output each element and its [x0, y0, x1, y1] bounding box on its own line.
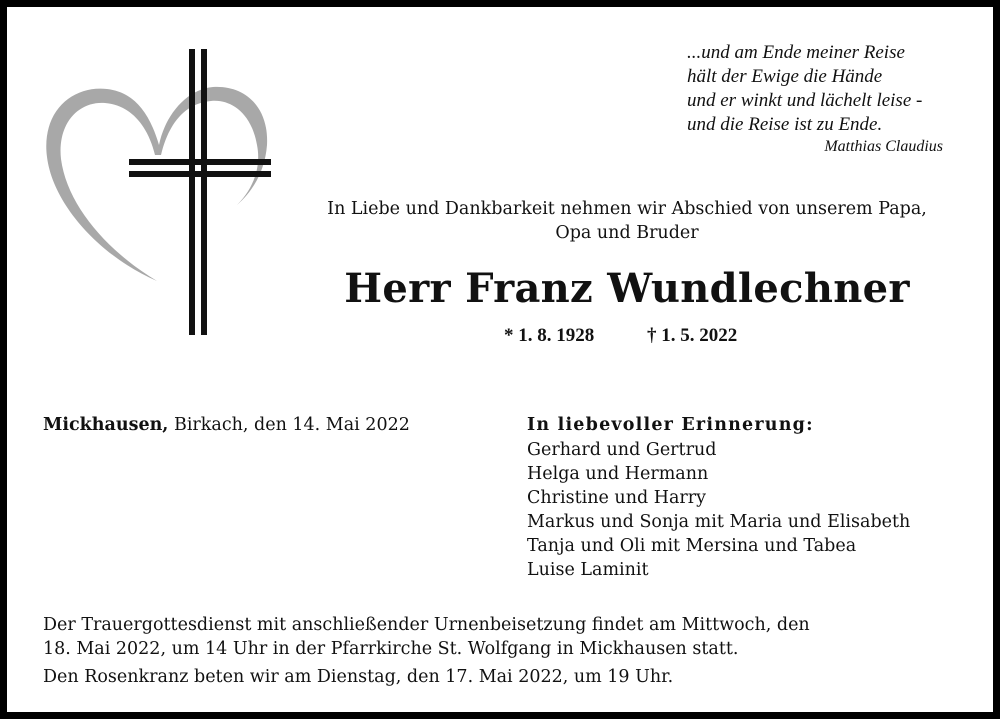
family-list	[527, 413, 987, 582]
intro-line-1: In Liebe und Dankbarkeit nehmen wir Abschied von unserem Papa,	[327, 199, 927, 219]
funeral-service-text	[43, 613, 963, 661]
funeral-service-line-2: 18. Mai 2022, um 14 Uhr in der Pfarrkirche St. Wolfgang in Mickhausen statt.	[43, 639, 739, 659]
family-member: Gerhard und Gertrud	[527, 440, 717, 460]
poem-line: und die Reise ist zu Ende.	[687, 114, 883, 135]
family-member: Luise Laminit	[527, 560, 649, 580]
poem-line: und er winkt und lächelt leise -	[687, 90, 923, 111]
death-date: † 1. 5. 2022	[647, 325, 738, 346]
family-member: Helga und Hermann	[527, 464, 709, 484]
deceased-name: Herr Franz Wundlechner	[344, 265, 910, 312]
poem-line: ...und am Ende meiner Reise	[687, 42, 905, 63]
family-member: Markus und Sonja mit Maria und Elisabeth	[527, 512, 911, 532]
poem	[687, 41, 977, 157]
funeral-service-line-1: Der Trauergottesdienst mit anschließender Urnenbeisetzung findet am Mittwoch, den	[43, 615, 810, 635]
rosary-text: Den Rosenkranz beten wir am Dienstag, den 17. Mai 2022, um 19 Uhr.	[43, 667, 674, 687]
intro-text	[287, 197, 967, 245]
family-heading: In liebevoller Erinnerung:	[527, 415, 814, 435]
family-member: Christine und Harry	[527, 488, 707, 508]
birth-date: * 1. 8. 1928	[504, 325, 595, 346]
heart-icon	[46, 87, 267, 281]
place-and-date	[43, 413, 463, 437]
service-info	[43, 613, 963, 693]
family-member: Tanja und Oli mit Mersina und Tabea	[527, 536, 857, 556]
town-name: Mickhausen,	[43, 415, 169, 435]
emblem	[41, 45, 277, 341]
place-date-text: Birkach, den 14. Mai 2022	[168, 415, 410, 435]
intro-line-2: Opa und Bruder	[555, 223, 699, 243]
poem-line: hält der Ewige die Hände	[687, 66, 883, 87]
poem-author: Matthias Claudius	[824, 138, 943, 155]
